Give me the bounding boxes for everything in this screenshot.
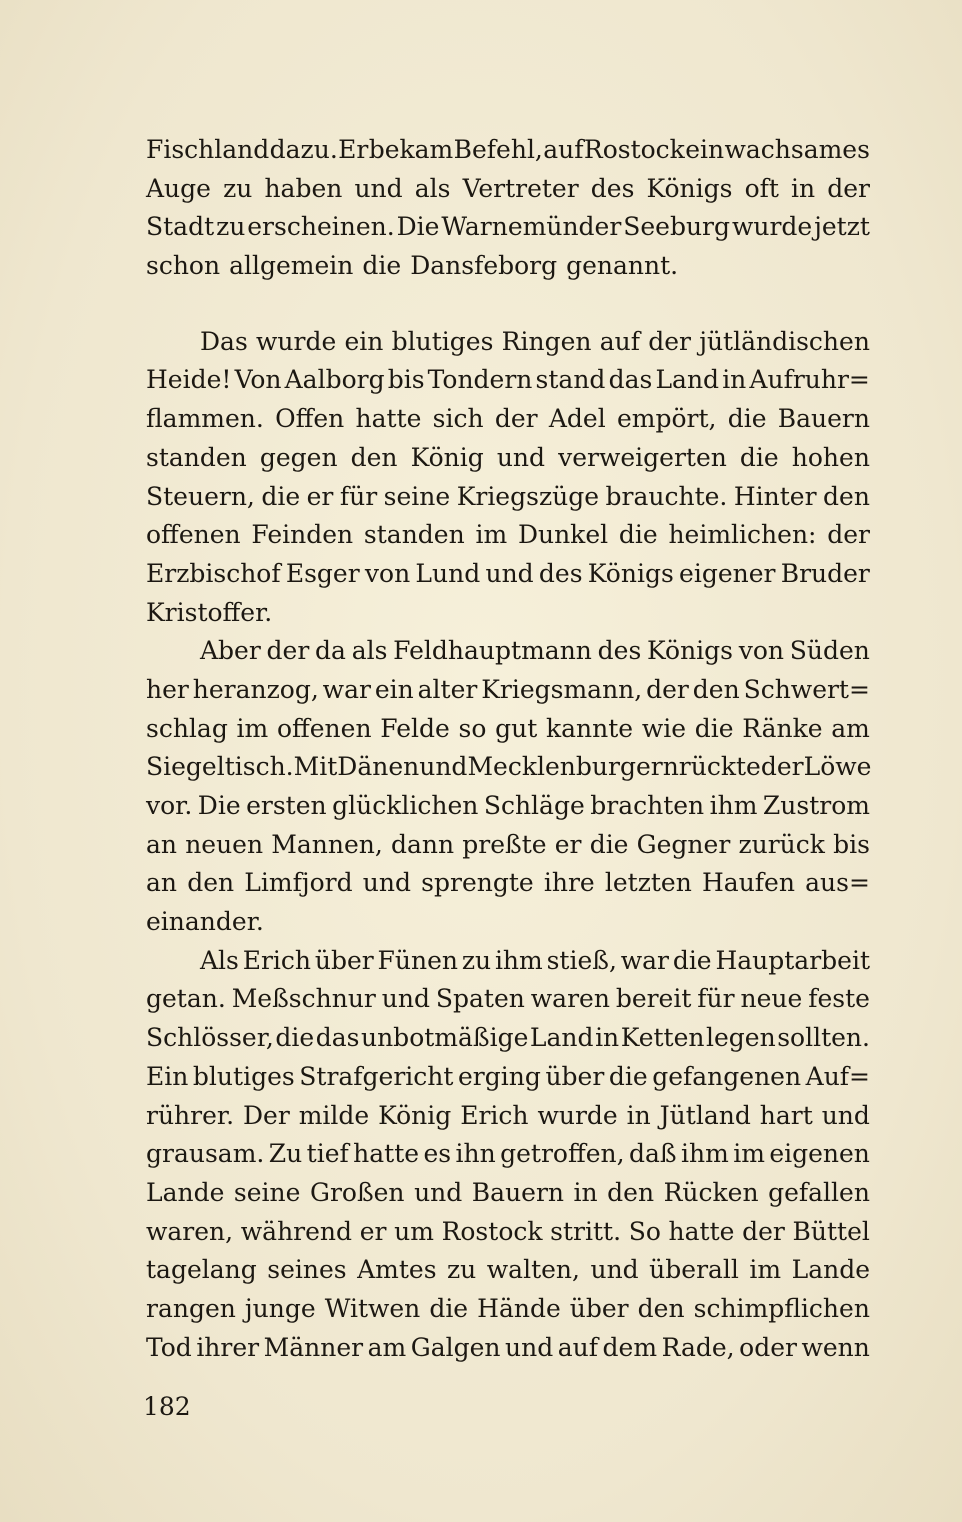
text-line: Siegeltisch. Mit Dänen und Mecklenburgern rückte der Löwe	[146, 752, 872, 782]
text-line: waren, während er um Rostock stritt. So hatte der Büttel	[146, 1216, 870, 1246]
text-line: schon allgemein die Dansfeborg genannt.	[146, 251, 679, 281]
text-line: Ein blutiges Strafgericht erging über die gefangenen Auf=	[146, 1061, 870, 1091]
text-line: Steuern, die er für seine Kriegszüge brauchte. Hinter den	[146, 481, 870, 511]
text-line: Stadt zu erscheinen. Die Warnemünder Seeburg wurde jetzt	[146, 212, 870, 242]
page-number: 182	[143, 1392, 191, 1421]
text-line: Schlösser, die das unbotmäßige Land in Ketten legen sollten.	[146, 1023, 870, 1053]
text-line: Als Erich über Fünen zu ihm stieß, war die Hauptarbeit	[200, 945, 870, 975]
paragraph	[146, 323, 870, 633]
paragraph	[146, 632, 870, 942]
text-line: Fischland dazu. Er bekam Befehl, auf Rostock ein wachsames	[146, 135, 870, 164]
text-line: rührer. Der milde König Erich wurde in Jütland hart und	[146, 1100, 870, 1130]
text-line: getan. Meßschnur und Spaten waren bereit für neue feste	[146, 984, 870, 1014]
paragraph-gap	[146, 286, 870, 323]
paragraph	[146, 131, 870, 286]
text-line: offenen Feinden standen im Dunkel die heimlichen: der	[146, 520, 870, 550]
text-line: an neuen Mannen, dann preßte er die Gegner zurück bis	[146, 829, 870, 859]
text-line: vor. Die ersten glücklichen Schläge brachten ihm Zustrom	[146, 791, 870, 820]
text-line: grausam. Zu tief hatte es ihn getroffen, daß ihm im eigenen	[146, 1139, 870, 1169]
text-line: schlag im offenen Felde so gut kannte wie die Ränke am	[146, 713, 870, 743]
text-line: standen gegen den König und verweigerten die hohen	[146, 442, 870, 472]
text-line: Das wurde ein blutiges Ringen auf der jütländischen	[200, 326, 870, 356]
text-line: Heide! Von Aalborg bis Tondern stand das Land in Aufruhr=	[146, 365, 870, 395]
text-line: an den Limfjord und sprengte ihre letzten Haufen aus=	[146, 868, 870, 898]
text-line: flammen. Offen hatte sich der Adel empört, die Bauern	[146, 404, 870, 434]
text-line: her heranzog, war ein alter Kriegsmann, der den Schwert=	[146, 674, 870, 704]
body-text	[146, 131, 870, 1367]
text-line: tagelang seines Amtes zu walten, und überall im Lande	[146, 1255, 870, 1285]
paragraph	[146, 942, 870, 1368]
text-line: Kristoffer.	[146, 597, 273, 627]
text-line: Aber der da als Feldhauptmann des Königs von Süden	[200, 636, 870, 666]
text-line: Tod ihrer Männer am Galgen und auf dem Rade, oder wenn	[146, 1332, 870, 1362]
text-line: Auge zu haben und als Vertreter des Königs oft in der	[146, 173, 870, 203]
text-line: einander.	[146, 907, 264, 937]
text-line: Lande seine Großen und Bauern in den Rücken gefallen	[146, 1177, 870, 1207]
text-line: Erzbischof Esger von Lund und des Königs eigener Bruder	[146, 558, 870, 588]
text-line: rangen junge Witwen die Hände über den schimpflichen	[146, 1293, 870, 1323]
